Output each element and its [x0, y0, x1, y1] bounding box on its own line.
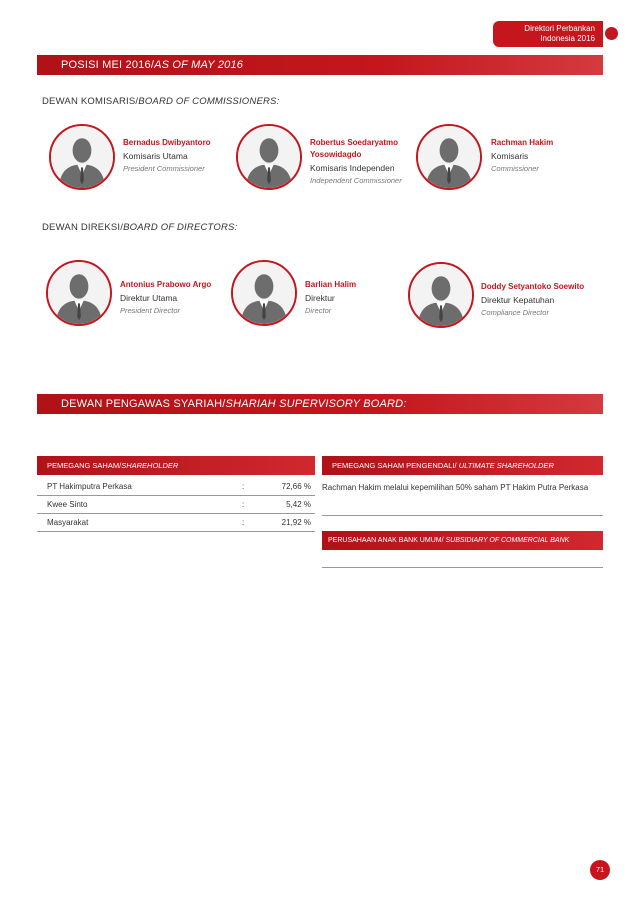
commissioners-heading-main: DEWAN KOMISARIS/: [42, 96, 139, 107]
shareholder-colon: :: [242, 500, 245, 509]
person-role: Direktur Utama: [120, 293, 178, 303]
section-bar-shariah: [37, 394, 603, 414]
header-dot-icon: [605, 27, 618, 40]
commissioner-card-2: [310, 137, 420, 187]
directors-heading-en: BOARD OF DIRECTORS:: [123, 222, 238, 233]
header-tab: [493, 21, 603, 47]
person-name: Bernadus Dwibyantoro: [123, 138, 211, 147]
shareholder-name: Masyarakat: [47, 518, 89, 527]
person-role: Komisaris Independen: [310, 163, 395, 173]
person-silhouette-icon: [48, 262, 110, 324]
ultimate-title-main: PEMEGANG SAHAM PENGENDALI/: [332, 461, 459, 470]
person-avatar-icon: [236, 124, 302, 190]
person-avatar-icon: [231, 260, 297, 326]
commissioner-card-1: [123, 137, 253, 175]
person-silhouette-icon: [51, 126, 113, 188]
ultimate-shareholder-header: [322, 456, 603, 475]
person-role: Komisaris: [491, 151, 529, 161]
person-silhouette-icon: [233, 262, 295, 324]
person-avatar-icon: [49, 124, 115, 190]
shareholder-value: 72,66 %: [281, 482, 311, 491]
person-name: Doddy Setyantoko Soewito: [481, 282, 585, 291]
person-avatar-icon: [408, 262, 474, 328]
shareholder-title-en: SHAREHOLDER: [121, 461, 179, 470]
shareholder-colon: :: [242, 518, 245, 527]
section-bar-position: [37, 55, 603, 75]
person-role: Komisaris Utama: [123, 151, 188, 161]
section-position-main: POSISI MEI 2016/: [61, 59, 155, 71]
shareholder-header: [37, 456, 315, 475]
table-row: [37, 514, 315, 532]
shareholder-table: [37, 478, 315, 532]
person-name: Rachman Hakim: [491, 138, 554, 147]
ultimate-title-en: ULTIMATE SHAREHOLDER: [458, 461, 554, 470]
director-card-2: [305, 279, 405, 317]
shareholder-title-main: PEMEGANG SAHAM/: [47, 461, 122, 470]
header-tab-line2: Indonesia 2016: [540, 34, 595, 43]
person-silhouette-icon: [410, 264, 472, 326]
person-role-en: Compliance Director: [481, 308, 549, 317]
person-silhouette-icon: [418, 126, 480, 188]
subsidiary-title-main: PERUSAHAAN ANAK BANK UMUM/: [328, 537, 446, 544]
subsidiary-header: [322, 531, 603, 550]
subsidiary-title-en: SUBSIDIARY OF COMMERCIAL BANK: [445, 537, 570, 544]
director-card-3: [481, 281, 606, 319]
commissioner-card-3: [491, 137, 601, 175]
person-avatar-icon: [46, 260, 112, 326]
commissioners-heading-en: BOARD OF COMMISSIONERS:: [138, 96, 280, 107]
table-row: [37, 478, 315, 496]
shareholder-colon: :: [242, 482, 245, 491]
header-tab-line1: Direktori Perbankan: [524, 24, 595, 33]
section-shariah-main: DEWAN PENGAWAS SYARIAH/: [61, 398, 226, 410]
directors-heading: [42, 222, 237, 233]
person-role-en: President Commissioner: [123, 164, 205, 173]
person-role: Direktur: [305, 293, 335, 303]
ultimate-shareholder-text: Rachman Hakim melalui kepemilihan 50% saham PT Hakim Putra Perkasa: [322, 483, 589, 492]
person-name: Robertus Soedaryatmo Yosowidagdo: [310, 138, 399, 159]
section-position-en: AS OF MAY 2016: [154, 59, 244, 71]
directors-heading-main: DEWAN DIREKSI/: [42, 222, 124, 233]
person-role-en: President Director: [120, 306, 181, 315]
person-role-en: Independent Commissioner: [310, 176, 402, 185]
person-name: Antonius Prabowo Argo: [120, 280, 212, 289]
divider: [322, 567, 603, 568]
shareholder-name: PT Hakimputra Perkasa: [47, 482, 132, 491]
person-name: Barlian Halim: [305, 280, 357, 289]
person-role: Direktur Kepatuhan: [481, 295, 555, 305]
section-shariah-en: SHARIAH SUPERVISORY BOARD:: [225, 398, 407, 410]
commissioners-heading: [42, 96, 279, 107]
page-number: 71: [590, 860, 610, 880]
shareholder-name: Kwee Sinto: [47, 500, 88, 509]
person-role-en: Commissioner: [491, 164, 539, 173]
person-silhouette-icon: [238, 126, 300, 188]
person-role-en: Director: [305, 306, 332, 315]
person-avatar-icon: [416, 124, 482, 190]
divider: [322, 515, 603, 516]
shareholder-value: 21,92 %: [281, 518, 311, 527]
shareholder-value: 5,42 %: [286, 500, 311, 509]
table-row: [37, 496, 315, 514]
